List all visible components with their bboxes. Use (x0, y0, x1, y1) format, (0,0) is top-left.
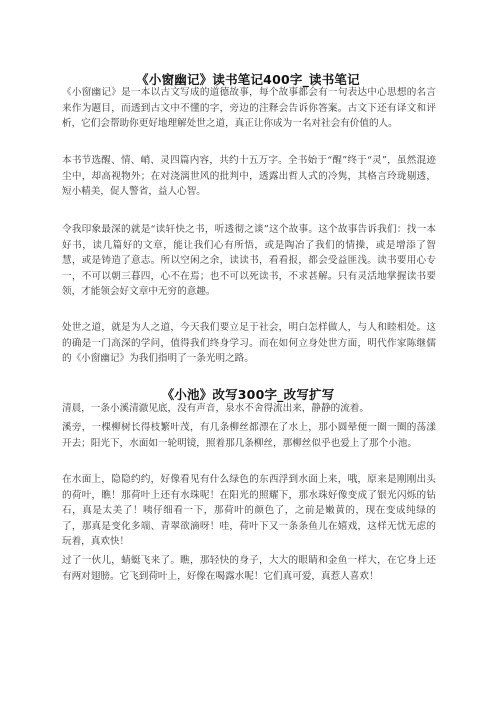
paragraph-1-4: 处世之道，就是为人之道，今天我们要立足于社会，明白怎样做人，与人和睦相处。这的确是一门高深的学问，值得我们终身学习。而在如何立身处世方面，明代作家陈继儒的《小窗幽记》为我们指明了一条光明之路。 (62, 322, 436, 365)
article-title-1: 《小窗幽记》读书笔记400字_读书笔记 (136, 72, 360, 87)
paragraph-1-2: 本书节选醒、情、峭、灵四篇内容，共约十五万字。全书始于“醒”终于“灵”，虽然混迹尘中，却高视物外；在对浇漓世风的批判中，透露出哲人式的冷隽，其格言玲珑剔透，短小精美，促人警省，益人心智。 (62, 155, 436, 198)
paragraph-2-1: 清晨，一条小溪清澈见底，没有声音，泉水不舍得流出来，静静的流着。 (62, 403, 369, 414)
paragraph-2-4: 过了一伙儿，蜻蜓飞来了。瞧，那轻快的身子，大大的眼睛和金鱼一样大，在它身上还有两对翅膀。它飞到荷叶上，好像在喝露水呢！它们真可爱，真惹人喜欢！ (62, 555, 436, 582)
paragraph-1-1: 《小窗幽记》是一本以古文写成的道德故事，每个故事都会有一句表达中心思想的名言来作为题目，而透到古文中不懂的字，旁边的注释会告诉你答案。古文下还有译文和评析，它们会帮助你更好地理解处世之道，真正让你成为一名对社会有价值的人。 (62, 87, 436, 130)
paragraph-2-3: 在水面上，隐隐约约，好像看见有什么绿色的东西浮到水面上来，哦，原来是刚刚出头的荷叶，瞧！那荷叶上还有水珠呢！在阳光的照耀下，那水珠好像变成了银光闪烁的钻石，真是太美了！咦仔细看一下，那荷叶的颜色了，之前是嫩黄的，现在变成纯绿的了，那真是变化多端、青翠欲滴呀！哇，荷叶下又一条条鱼儿在嬉戏，这样无忧无虑的玩着，真欢快！ (62, 474, 436, 548)
paragraph-2-2: 溪旁，一棵柳树长得枝繁叶茂，有几条柳丝都漂在了水上，那小圆晕便一圈一圈的荡漾开去；阳光下，水面如一轮明镜，照着那几条柳丝，那柳丝似乎也爱上了那个小池。 (62, 422, 436, 449)
paragraph-1-3: 令我印象最深的就是“读轩快之书，听透彻之谈”这个故事。这个故事告诉我们：找一本好书，读几篇好的文章，能让我们心有所悟，或是陶冶了我们的情操，或是增添了智慧，或是铸造了意志。所以空闲之余，读读书，看看报，都会受益匪浅。读书要用心专一，不可以朝三暮四，心不在焉；也不可以死读书，不求甚解。只有灵活地掌握读书要领，才能领会好文章中无穷的意趣。 (62, 224, 436, 298)
article-title-2: 《小池》改写300字_改写扩写 (161, 387, 335, 402)
